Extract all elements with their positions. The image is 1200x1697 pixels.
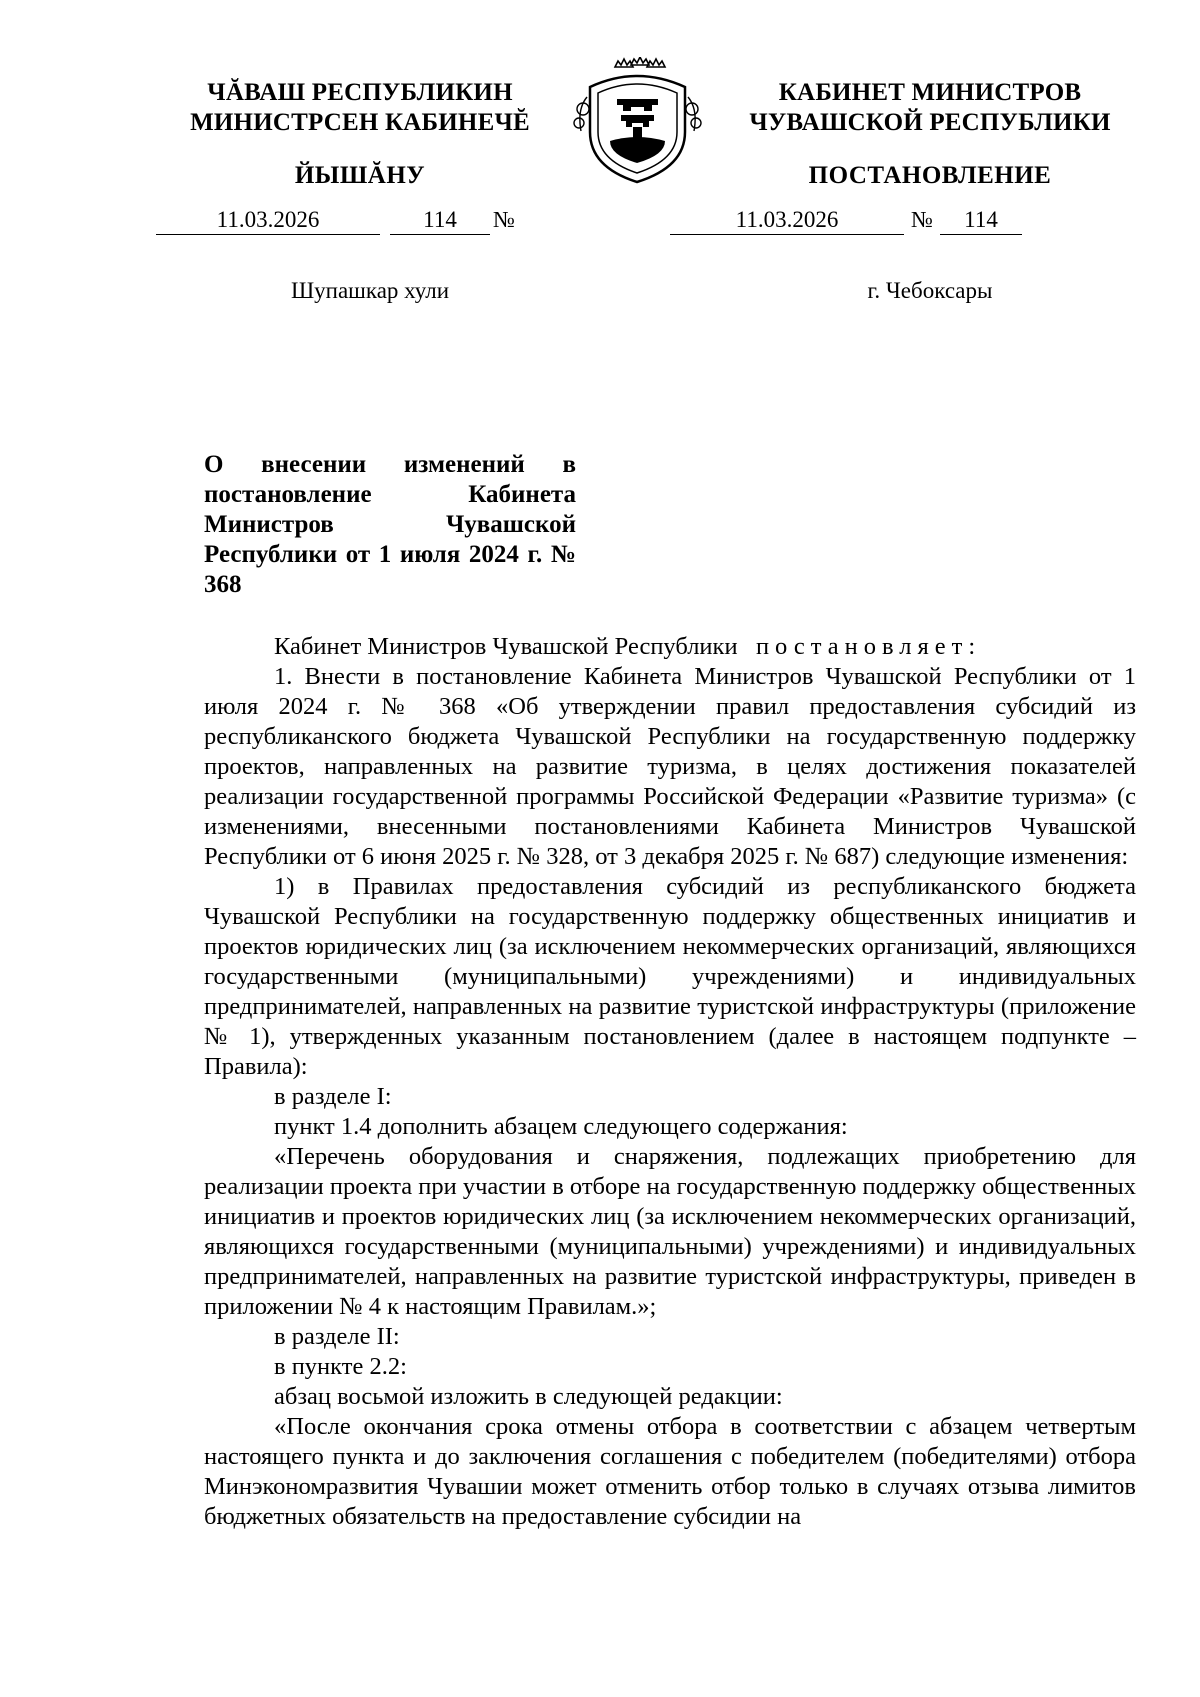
right-number-field: 114 [940, 206, 1022, 235]
body-paragraph: абзац восьмой изложить в следующей редакции: [274, 1383, 783, 1410]
body-paragraph: пункт 1.4 дополнить абзацем следующего содержания: [274, 1113, 848, 1140]
body-paragraph: 1) в Правилах предоставления субсидий из республиканского бюджета Чувашской Республики на государственную поддержку общественных инициатив и проектов юридических лиц (за исключением некоммерческих организаций, являющихся государственными (муниципальными) учреждениями) и индивидуальных предпринимателей, направленных на развитие туристской инфраструктуры (приложение № 1), утвержденных указанным постановлением (далее в настоящем подпункте – Правила): [204, 873, 1136, 1080]
left-document-type: ЙЫШĂНУ [294, 162, 426, 189]
body-paragraph: «После окончания срока отмены отбора в соответствии с абзацем четвертым настоящего пункта и до заключения соглашения с победителем (победителями) отбора Минэкономразвития Чувашии может отменить отбор только в случаях отзыва лимитов бюджетных обязательств на предоставление субсидии на [204, 1413, 1136, 1530]
body-paragraph: в пункте 2.2: [274, 1353, 407, 1380]
opening-verb: постановляет: [755, 633, 982, 660]
coat-of-arms-emblem [565, 57, 710, 187]
document-title: О внесении изменений в постановление Кабинета Министров Чувашской Республики от 1 июля 2024 г. № 368 [204, 451, 576, 598]
body-paragraph: «Перечень оборудования и снаряжения, подлежащих приобретению для реализации проекта при участии в отборе на государственную поддержку общественных инициатив и проектов юридических лиц (за исключением некоммерческих организаций, являющихся государственными (муниципальными) учреждениями) и индивидуальных предпринимателей, направленных на развитие туристской инфраструктуры, приведен в приложении № 4 к настоящим Правилам.»; [204, 1143, 1136, 1320]
left-date-field: 11.03.2026 [156, 206, 380, 235]
right-org-line-1: КАБИНЕТ МИНИСТРОВ [778, 79, 1082, 106]
right-document-type: ПОСТАНОВЛЕНИЕ [808, 162, 1052, 189]
left-org-line-2: МИНИСТРСЕН КАБИНЕЧĔ [190, 109, 530, 136]
left-organization-name [150, 78, 570, 138]
right-number-sign: № [911, 207, 933, 232]
opening-paragraph [204, 632, 1136, 662]
coat-of-arms-icon [565, 57, 710, 187]
right-organization-name [715, 78, 1145, 138]
document-body [204, 632, 1136, 1532]
right-date-field: 11.03.2026 [670, 206, 904, 235]
body-paragraph: 1. Внести в постановление Кабинета Министров Чувашской Республики от 1 июля 2024 г. № 368 «Об утверждении правил предоставления субсидий из республиканского бюджета Чувашской Республики на государственную поддержку проектов, направленных на развитие туризма, в целях достижения показателей реализации государственной программы Российской Федерации «Развитие туризма» (с изменениями, внесенными постановлениями Кабинета Министров Чувашской Республики от 6 июня 2025 г. № 328, от 3 декабря 2025 г. № 687) следующие изменения: [204, 663, 1136, 870]
left-number-field: 114 [390, 206, 490, 235]
body-paragraph: в разделе II: [274, 1323, 400, 1350]
right-org-line-2: ЧУВАШСКОЙ РЕСПУБЛИКИ [749, 109, 1111, 136]
left-number-sign: № [493, 207, 515, 232]
right-city: г. Чебоксары [867, 278, 993, 303]
opening-subject: Кабинет Министров Чувашской Республики [274, 633, 738, 660]
body-paragraph: в разделе I: [274, 1083, 392, 1110]
left-org-line-1: ЧĂВАШ РЕСПУБЛИКИН [207, 79, 513, 106]
left-city: Шупашкар хули [290, 278, 450, 303]
